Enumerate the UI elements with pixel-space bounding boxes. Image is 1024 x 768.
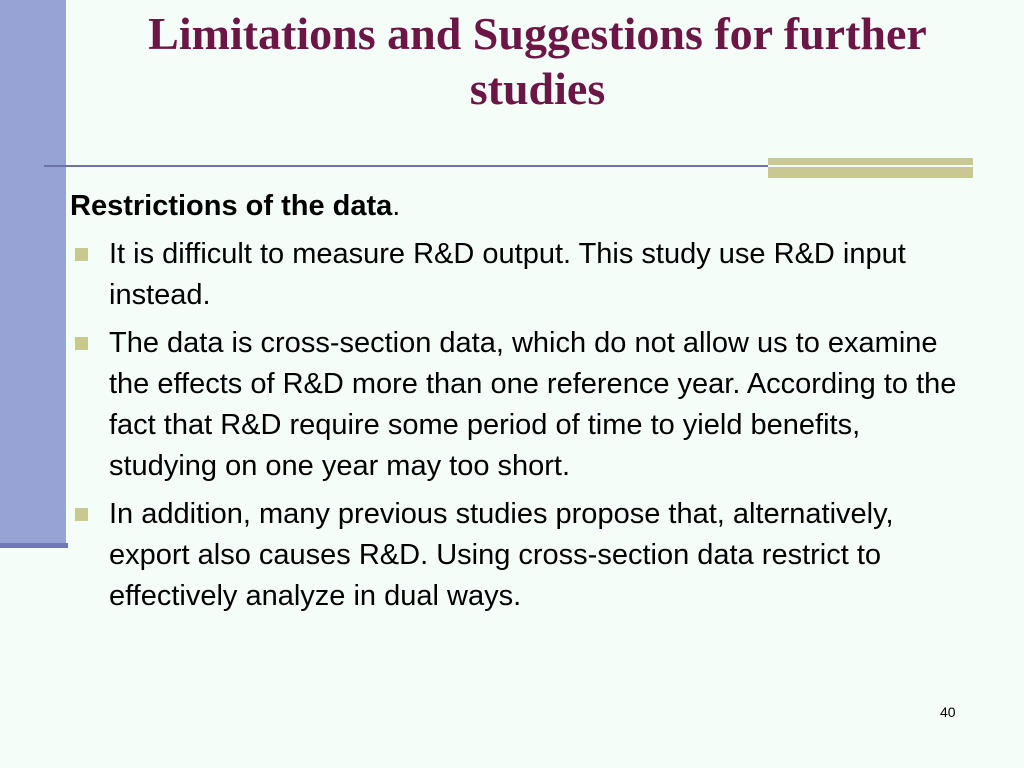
square-bullet-icon	[75, 508, 88, 521]
slide-title: Limitations and Suggestions for further studies	[148, 8, 927, 114]
section-subheading	[70, 186, 970, 227]
left-bar-bottom-edge	[0, 543, 68, 548]
slide-body	[70, 186, 970, 617]
bullet-text: In addition, many previous studies propose that, alternatively, export also causes R&D. Using cross-section data restrict to effectively analyze in dual ways.	[109, 498, 894, 612]
bullet-item	[70, 494, 970, 617]
accent-stripe-bottom	[768, 167, 973, 178]
bullet-text: It is difficult to measure R&D output. This study use R&D input instead.	[109, 238, 906, 311]
subheading-trailing-text: .	[392, 190, 401, 222]
bullet-text: The data is cross-section data, which do not allow us to examine the effects of R&D more than one reference year. According to the fact that R&D require some period of time to yield benefits, studying on one year may too short.	[109, 327, 957, 482]
bullet-item	[70, 323, 970, 487]
accent-stripe-top	[768, 158, 973, 165]
square-bullet-icon	[75, 248, 88, 261]
bullet-item	[70, 234, 970, 316]
accent-stripes	[768, 158, 973, 178]
left-decorative-bar	[0, 0, 66, 545]
bullet-list	[70, 234, 970, 617]
page-number: 40	[940, 704, 956, 720]
square-bullet-icon	[75, 337, 88, 350]
title-divider-line	[44, 165, 768, 167]
subheading-bold-text: Restrictions of the data	[70, 190, 393, 222]
